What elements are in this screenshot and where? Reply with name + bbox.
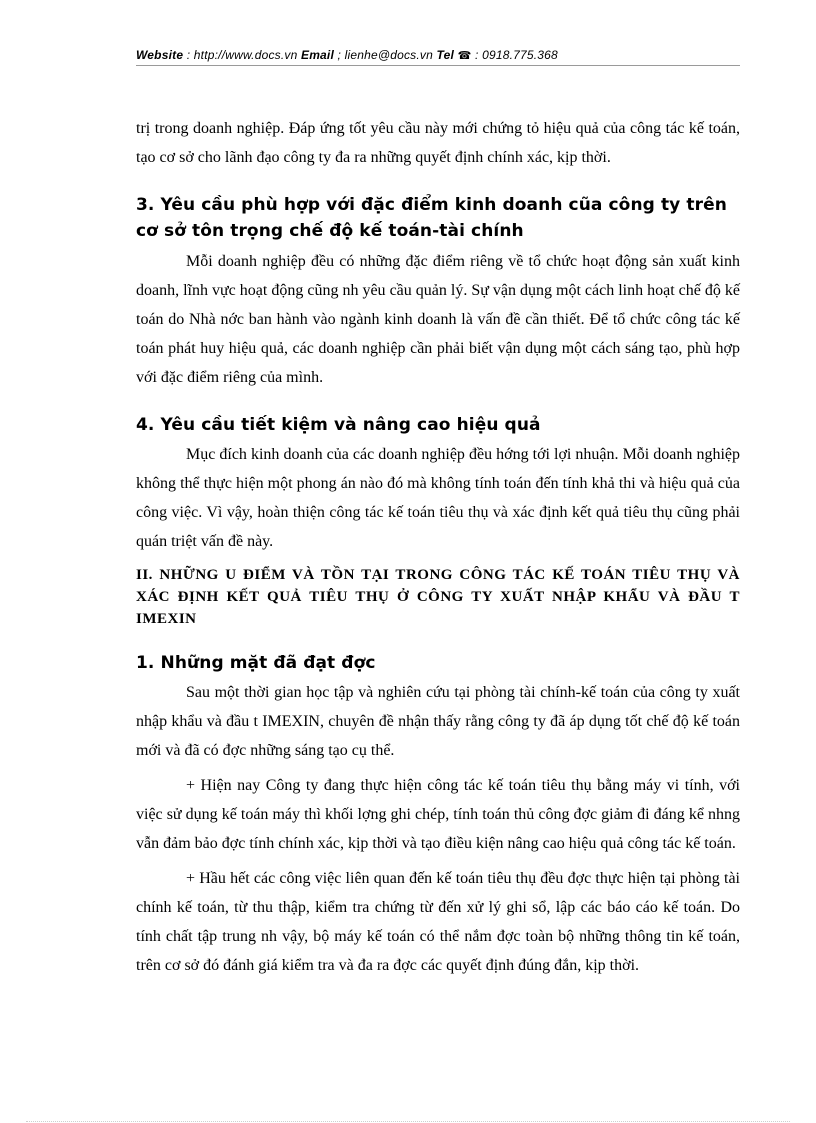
heading-4: 4. Yêu cầu tiết kiệm và nâng cao hiệu quả <box>136 415 541 435</box>
section-ii-heading: II. NHỮNG U ĐIỂM VÀ TỒN TẠI TRONG CÔNG TÁC KẾ TOÁN TIÊU THỤ VÀ XÁC ĐỊNH KẾT QUẢ TIÊU THỤ Ở CÔNG TY XUẤT NHẬP KHẨU VÀ ĐẦU T IMEXIN <box>136 567 740 627</box>
paragraph-s1-2: + Hiện nay Công ty đang thực hiện công tác kế toán tiêu thụ bằng máy vi tính, với việc sử dụng kế toán máy thì khối lợng ghi chép, tính toán thủ công đợc giảm đi đáng kể nhng vẫn đảm bảo đợc tính chính xác, kịp thời và tạo điều kiện nâng cao hiệu quả công tác kế toán. <box>136 777 740 852</box>
page-header <box>136 48 740 66</box>
paragraph-s1-1: Sau một thời gian học tập và nghiên cứu tại phòng tài chính-kế toán của công ty xuất nhập khẩu và đầu t IMEXIN, chuyên đề nhận thấy rằng công ty đã áp dụng tốt chế độ kế toán mới và đã có đợc những sáng tạo cụ thể. <box>136 684 740 759</box>
email-value: ; lienhe@docs.vn <box>334 48 437 62</box>
paragraph-3: Mỗi doanh nghiệp đều có những đặc điểm riêng về tổ chức hoạt động sản xuất kinh doanh, lĩnh vực hoạt động cũng nh yêu cầu quản lý. Sự vận dụng một cách linh hoạt chế độ kế toán do Nhà nớc ban hành vào ngành kinh doanh là vấn đề cần thiết. Để tổ chức công tác kế toán phát huy hiệu quả, các doanh nghiệp cần phải biết vận dụng một cách sáng tạo, phù hợp với đặc điểm riêng của mình. <box>136 253 740 386</box>
heading-1: 1. Những mặt đã đạt đợc <box>136 653 376 673</box>
tel-label: Tel <box>436 48 455 62</box>
heading-3: 3. Yêu cầu phù hợp với đặc điểm kinh doanh cũa công ty trên cơ sở tôn trọng chế độ kế toán-tài chính <box>136 195 727 241</box>
phone-icon: ☎ <box>457 50 472 62</box>
website-label: Website <box>136 48 184 62</box>
tel-value: : 0918.775.368 <box>471 48 558 62</box>
website-value: : http://www.docs.vn <box>183 48 301 62</box>
intro-paragraph: trị trong doanh nghiệp. Đáp ứng tốt yêu cầu này mới chứng tỏ hiệu quả của công tác kế toán, tạo cơ sở cho lãnh đạo công ty đa ra những quyết định chính xác, kịp thời. <box>136 120 740 166</box>
document-body <box>136 114 740 980</box>
paragraph-4: Mục đích kinh doanh của các doanh nghiệp đều hớng tới lợi nhuận. Mỗi doanh nghiệp không thể thực hiện một phong án nào đó mà không tính toán đến tính khả thi và hiệu quả của công việc. Vì vậy, hoàn thiện công tác kế toán tiêu thụ và xác định kết quả tiêu thụ cũng phải quán triệt vấn đề này. <box>136 446 740 550</box>
paragraph-s1-3: + Hầu hết các công việc liên quan đến kế toán tiêu thụ đều đợc thực hiện tại phòng tài chính kế toán, từ thu thập, kiểm tra chứng từ đến xử lý ghi sổ, lập các báo cáo kế toán. Do tính chất tập trung nh vậy, bộ máy kế toán có thể nắm đợc toàn bộ những thông tin kế toán, trên cơ sở đó đánh giá kiểm tra và đa ra đợc các quyết định đúng đắn, kịp thời. <box>136 870 740 974</box>
footer-divider <box>26 1121 790 1122</box>
email-label: Email <box>300 48 334 62</box>
